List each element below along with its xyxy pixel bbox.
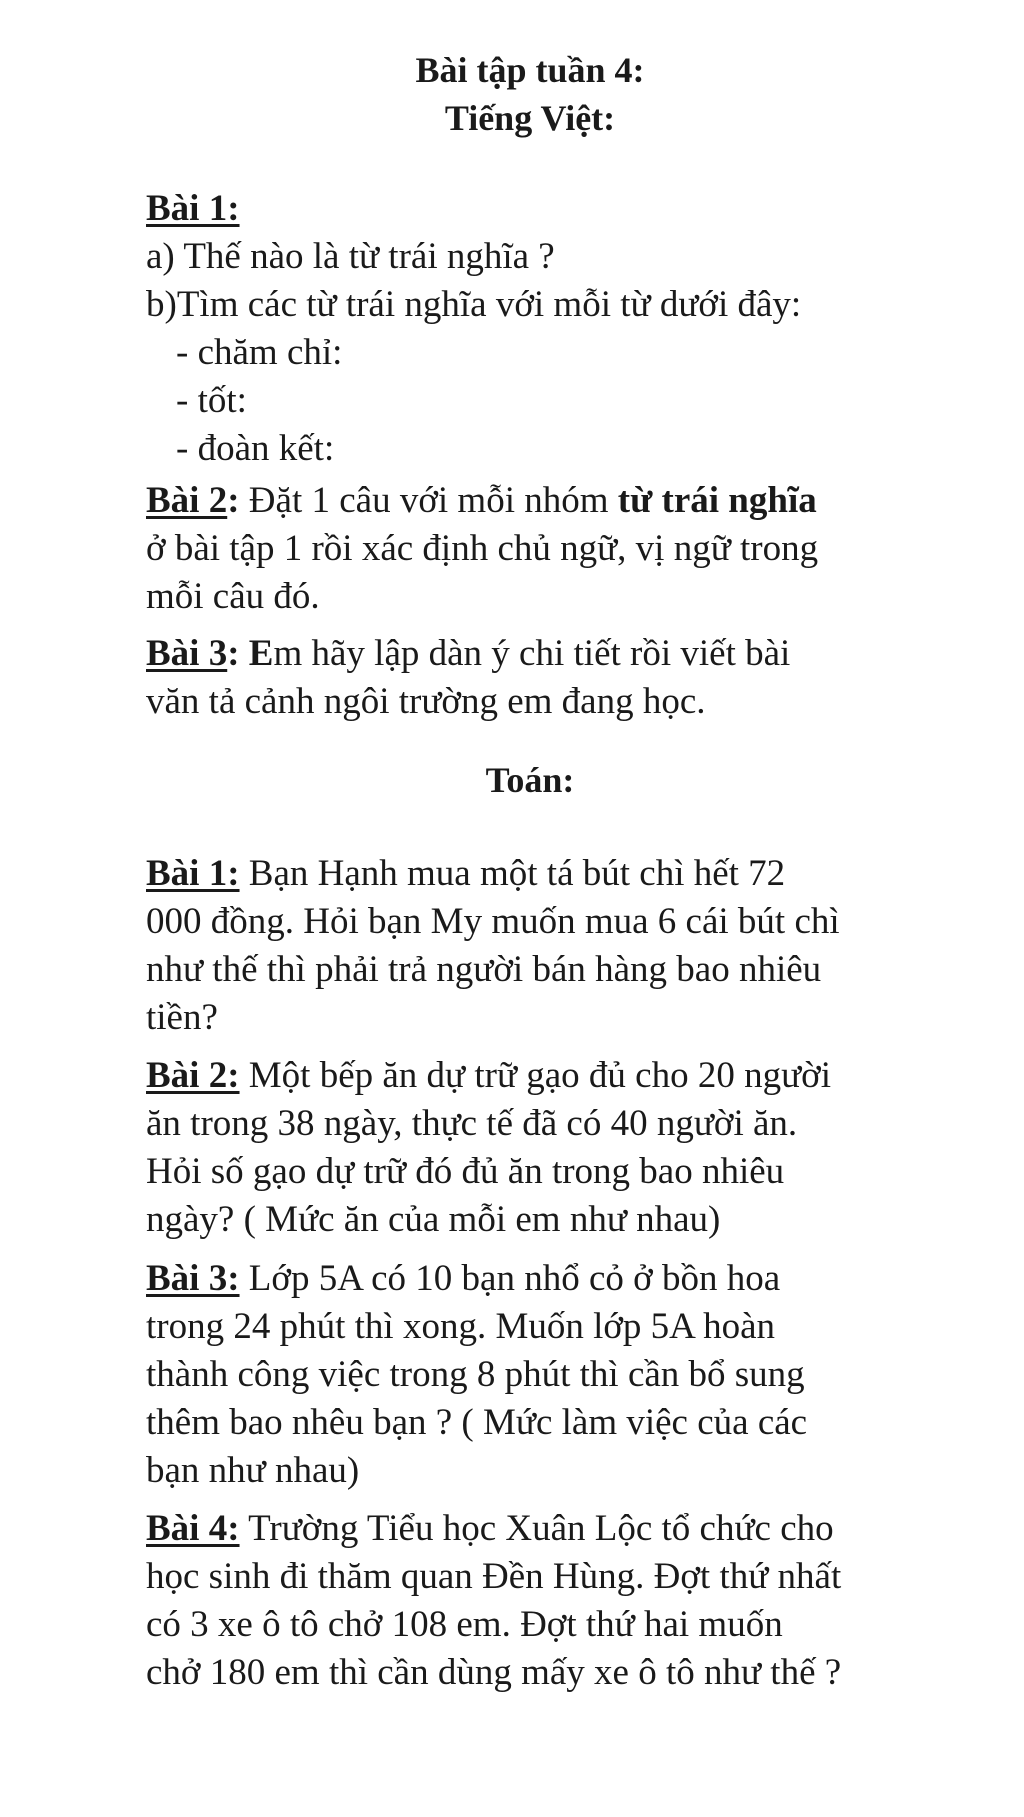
exercise-text: Một bếp ăn dự trữ gạo đủ cho 20 người: [239, 1055, 832, 1096]
exercise-text: có 3 xe ô tô chở 108 em. Đợt thứ hai muốn: [146, 1604, 783, 1645]
exercise-text: ở bài tập 1 rồi xác định chủ ngữ, vị ngữ trong: [146, 528, 819, 569]
exercise-text: bạn như nhau): [146, 1450, 360, 1491]
exercise-text: thêm bao nhêu bạn ? ( Mức làm việc của các: [146, 1402, 808, 1443]
word-item: - đoàn kết:: [176, 428, 335, 469]
exercise-text: Đặt 1 câu với mỗi nhóm: [239, 480, 618, 521]
exercise-text: ăn trong 38 ngày, thực tế đã có 40 người ăn.: [146, 1103, 798, 1144]
exercise-text: Trường Tiểu học Xuân Lộc tổ chức cho: [239, 1508, 834, 1549]
tv-exercise-2: [146, 477, 946, 621]
exercise-text: mỗi câu đó.: [146, 576, 320, 617]
subject-heading-toan: Toán:: [485, 760, 575, 800]
exercise-text: a) Thế nào là từ trái nghĩa ?: [146, 236, 555, 277]
exercise-text: học sinh đi thăm quan Đền Hùng. Đợt thứ nhất: [146, 1556, 842, 1597]
toan-exercise-1: [146, 850, 946, 1042]
tv-exercise-3: [146, 630, 946, 726]
exercise-text: như thế thì phải trả người bán hàng bao nhiêu: [146, 949, 822, 990]
toan-exercise-2: [146, 1052, 946, 1244]
tv-exercise-1: [146, 185, 946, 473]
toan-exercise-4: [146, 1505, 946, 1697]
bold-letter: E: [239, 633, 274, 674]
exercise-label: Bài 2: [146, 480, 228, 521]
exercise-label: Bài 1:: [146, 188, 240, 229]
exercise-label: Bài 4:: [146, 1508, 240, 1549]
exercise-text: m hãy lập dàn ý chi tiết rồi viết bài: [273, 633, 791, 674]
exercise-text: 000 đồng. Hỏi bạn My muốn mua 6 cái bút chì: [146, 901, 840, 942]
toan-exercise-3: [146, 1255, 946, 1495]
exercise-text: Lớp 5A có 10 bạn nhổ cỏ ở bồn hoa: [239, 1258, 781, 1299]
tieng-viet-exercises: [146, 185, 946, 473]
exercise-text: trong 24 phút thì xong. Muốn lớp 5A hoàn: [146, 1306, 776, 1347]
exercise-text: tiền?: [146, 997, 218, 1038]
exercise-text: thành công việc trong 8 phút thì cần bổ sung: [146, 1354, 805, 1395]
exercise-label: Bài 3:: [146, 1258, 240, 1299]
exercise-text: ngày? ( Mức ăn của mỗi em như nhau): [146, 1199, 721, 1240]
label-colon: :: [227, 633, 240, 674]
exercise-text: chở 180 em thì cần dùng mấy xe ô tô như thế ?: [146, 1652, 842, 1693]
subject-heading-tieng-viet: Tiếng Việt:: [444, 98, 616, 138]
exercise-label: Bài 3: [146, 633, 228, 674]
exercise-label: Bài 1:: [146, 853, 240, 894]
word-item: - chăm chỉ:: [176, 332, 343, 373]
label-colon: :: [227, 480, 240, 521]
exercise-text: Bạn Hạnh mua một tá bút chì hết 72: [239, 853, 786, 894]
exercise-text: Hỏi số gạo dự trữ đó đủ ăn trong bao nhiêu: [146, 1151, 785, 1192]
exercise-text: văn tả cảnh ngôi trường em đang học.: [146, 681, 706, 722]
exercise-label: Bài 2:: [146, 1055, 240, 1096]
bold-phrase: từ trái nghĩa: [617, 480, 817, 521]
worksheet-title: Bài tập tuần 4:: [415, 50, 645, 90]
word-item: - tốt:: [176, 380, 247, 421]
exercise-text: b)Tìm các từ trái nghĩa với mỗi từ dưới đây:: [146, 284, 802, 325]
